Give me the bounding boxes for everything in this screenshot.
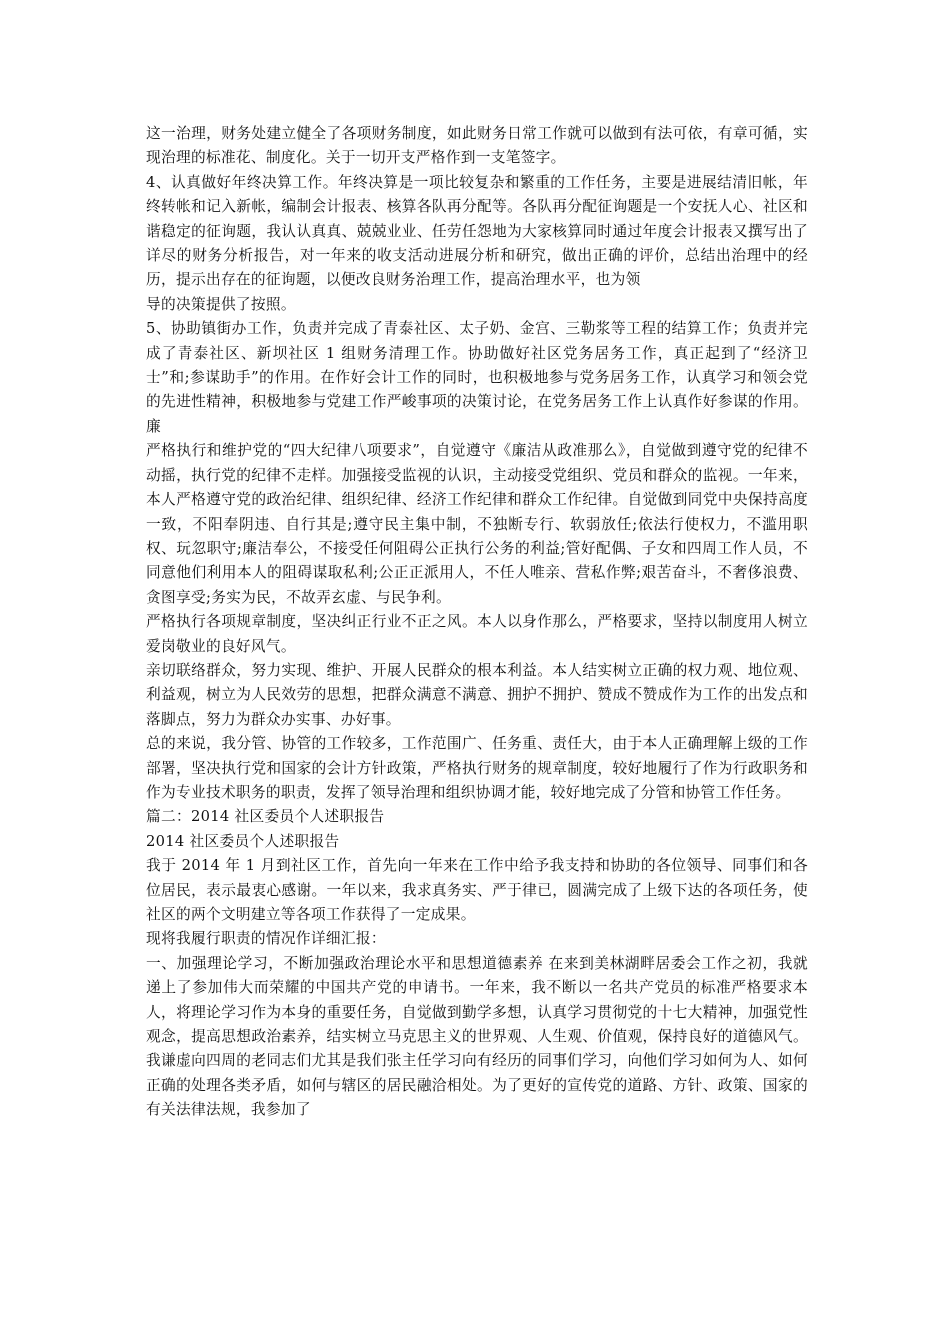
section-heading-part-two: 篇二：2014 社区委员个人述职报告: [146, 808, 385, 826]
paragraph-contact-masses: 亲切联络群众，努力实现、维护、开展人民群众的根本利益。本人结实树立正确的权力观、地位观、利益观，树立为人民效劳的思想，把群众满意不满意、拥护不拥护、赞成不赞成作为工作的出发点和落脚点，努力为群众办实事、办好事。: [146, 661, 808, 728]
paragraph-theory-study: 一、加强理论学习，不断加强政治理论水平和思想道德素养 在来到美林湖畔居委会工作之初，我就递上了参加伟大而荣耀的中国共产党的申请书。一年来，我不断以一名共产党员的标准严格要求本人，将理论学习作为本身的重要任务，自觉做到勤学多想，认真学习贯彻党的十七大精神，加强党性观念，提高思想政治素养，结实树立马克思主义的世界观、人生观、价值观，保持良好的道德风气。我谦虚向四周的老同志们尤其是我们张主任学习向有经历的同事们学习，向他们学习如何为人、如何正确的处理各类矛盾，如何与辖区的居民融洽相处。为了更好的宣传党的道路、方针、政策、国家的有关法律法规，我参加了: [146, 954, 808, 1119]
report-title: 2014 社区委员个人述职报告: [146, 832, 340, 850]
paragraph-year-end-accounts: 4、认真做好年终决算工作。年终决算是一项比较复杂和繁重的工作任务，主要是进展结清旧帐，年终转帐和记入新帐，编制会计报表、核算各队再分配等。各队再分配征询题是一个安抚人心、社区和谐稳定的征询题，我认认真真、兢兢业业、任劳任怨地为大家核算同时通过年度会计报表又撰写出了详尽的财务分析报告，对一年来的收支活动进展分析和研究，做出正确的评价，总结出治理中的经历，提示出存在的征询题，以便改良财务治理工作，提高治理水平，也为领: [146, 173, 808, 289]
paragraph-introduction: 我于 2014 年 1 月到社区工作，首先向一年来在工作中给予我支持和协助的各位领导、同事们和各位居民，表示最衷心感谢。一年以来，我求真务实、严于律已，圆满完成了上级下达的各项任务，使社区的两个文明建立等各项工作获得了一定成果。: [146, 857, 808, 923]
paragraph-report-lead: 现将我履行职责的情况作详细汇报：: [146, 930, 386, 948]
paragraph-rules-regulations: 严格执行各项规章制度，坚决纠正行业不正之风。本人以身作那么，严格要求，坚持以制度用人树立爱岗敬业的良好风气。: [146, 613, 808, 655]
paragraph-summary: 总的来说，我分管、协管的工作较多，工作范围广、任务重、责任大，由于本人正确理解上级的工作部署，坚决执行党和国家的会计方针政策，严格执行财务的规章制度，较好地履行了作为行政职务和作为专业技术职务的职责，发挥了领导治理和组织协调才能，较好地完成了分管和协管工作任务。: [146, 735, 808, 801]
paragraph-leadership-basis: 导的决策提供了按照。: [146, 295, 296, 313]
paragraph-assist-town-office: 5、协助镇街办工作，负责并完成了青泰社区、太子奶、金宫、三勒浆等工程的结算工作；负责并完成了青泰社区、新坝社区 1 组财务清理工作。协助做好社区党务居务工作，真正起到了“经济卫士”和;参谋助手”的作用。在作好会计工作的同时，也积极地参与党务居务工作，认真学习和领会党的先进性精神，积极地参与党建工作严峻事项的决策讨论，在党务居务工作上认真作好参谋的作用。 廉: [146, 320, 808, 435]
paragraph-party-discipline: 严格执行和维护党的“四大纪律八项要求”，自觉遵守《廉洁从政准那么》，自觉做到遵守党的纪律不动摇，执行党的纪律不走样。加强接受监视的认识，主动接受党组织、党员和群众的监视。一年来，本人严格遵守党的政治纪律、组织纪律、经济工作纪律和群众工作纪律。自觉做到同党中央保持高度一致，不阳奉阴违、自行其是;遵守民主集中制，不独断专行、软弱放任;依法行使权力，不滥用职权、玩忽职守;廉洁奉公，不接受任何阻碍公正执行公务的利益;管好配偶、子女和四周工作人员，不同意他们利用本人的阻碍谋取私利;公正正派用人，不任人唯亲、营私作弊;艰苦奋斗，不奢侈浪费、贪图享受;务实为民，不故弄玄虚、与民争利。: [146, 442, 808, 606]
document-page: [146, 122, 808, 1123]
paragraph-finance-system: 这一治理，财务处建立健全了各项财务制度，如此财务日常工作就可以做到有法可依，有章可循，实现治理的标准花、制度化。关于一切开支严格作到一支笔签字。: [146, 125, 808, 167]
